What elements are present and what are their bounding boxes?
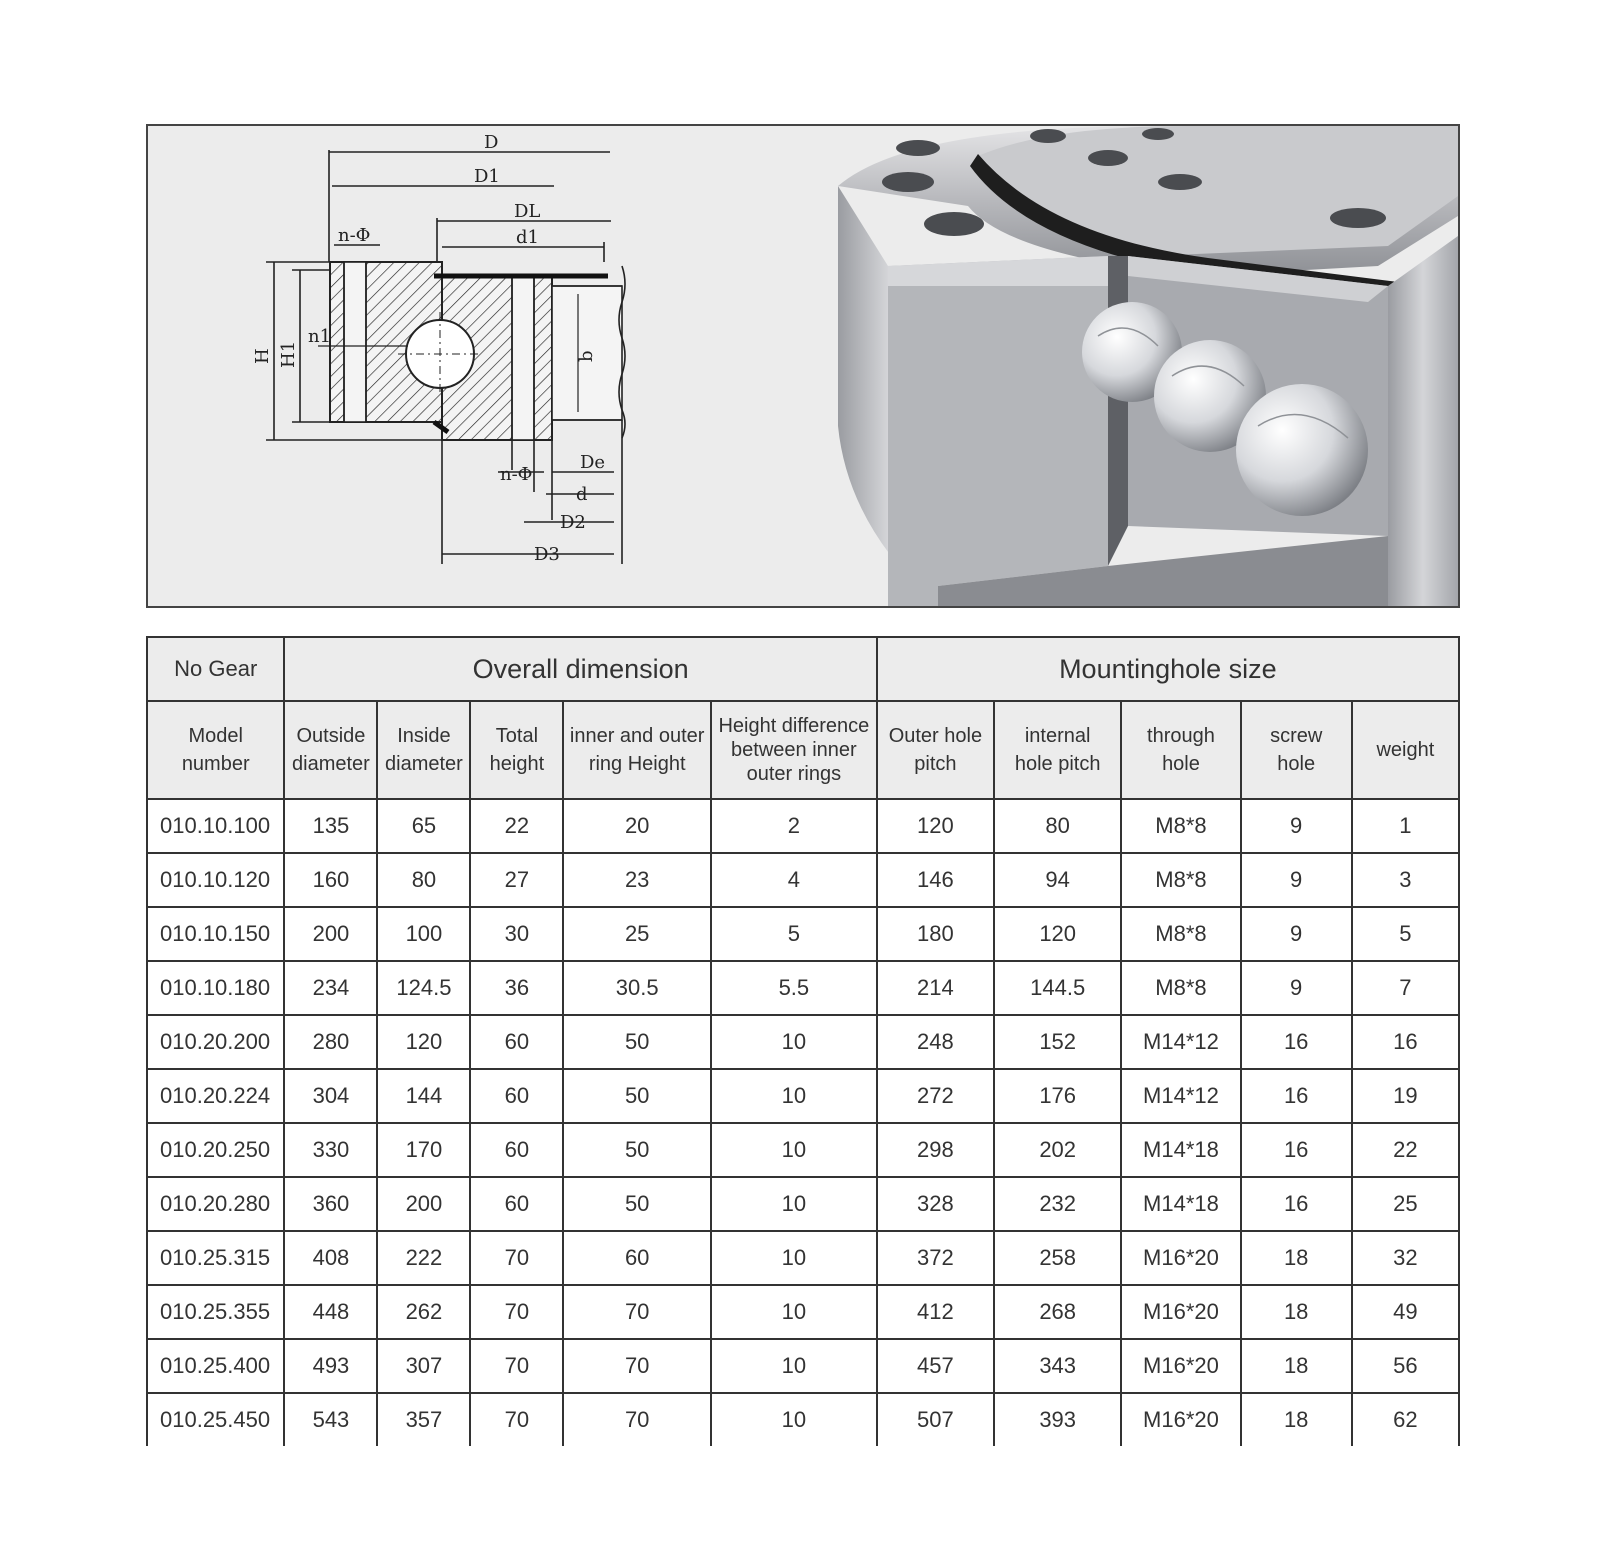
col-outer-hole-pitch [877, 701, 994, 799]
table-cell: 120 [994, 907, 1121, 961]
hdr-line: hole [1277, 753, 1316, 775]
table-cell: 200 [377, 1177, 470, 1231]
hdr-line: between inner [731, 739, 857, 761]
table-cell: 543 [284, 1393, 377, 1446]
table-cell: 307 [377, 1339, 470, 1393]
table-cell: 202 [994, 1123, 1121, 1177]
table-row [147, 1393, 1459, 1446]
table-cell: 330 [284, 1123, 377, 1177]
table-cell: 20 [563, 799, 711, 853]
table-cell: 124.5 [377, 961, 470, 1015]
table-cell: 5 [711, 907, 877, 961]
table-cell: 120 [877, 799, 994, 853]
hdr-line: diameter [385, 753, 463, 775]
table-cell: 10 [711, 1015, 877, 1069]
header-no-gear: No Gear [147, 637, 284, 701]
table-cell: 7 [1352, 961, 1459, 1015]
table-cell: 80 [994, 799, 1121, 853]
table-cell: 393 [994, 1393, 1121, 1446]
label-D: D [484, 132, 499, 153]
hdr-line: hole pitch [1014, 753, 1101, 775]
col-through-hole [1121, 701, 1240, 799]
table-cell: 100 [377, 907, 470, 961]
hdr-line: Height difference [718, 715, 870, 737]
table-row [147, 1123, 1459, 1177]
table-row [147, 1231, 1459, 1285]
table-cell: 19 [1352, 1069, 1459, 1123]
col-weight [1352, 701, 1459, 799]
table-cell: M16*20 [1121, 1285, 1240, 1339]
hdr-line: weight [1376, 739, 1435, 761]
table-cell: 9 [1241, 961, 1352, 1015]
table-cell: 010.20.224 [147, 1069, 284, 1123]
hdr-line: internal [1024, 725, 1091, 747]
hdr-line: through [1147, 725, 1215, 747]
col-outside-diameter [284, 701, 377, 799]
table-cell: M8*8 [1121, 961, 1240, 1015]
table-cell: 30.5 [563, 961, 711, 1015]
table-cell: 232 [994, 1177, 1121, 1231]
table-cell: 50 [563, 1123, 711, 1177]
table-cell: 5.5 [711, 961, 877, 1015]
table-cell: 50 [563, 1015, 711, 1069]
table-cell: 18 [1241, 1285, 1352, 1339]
table-cell: 010.20.250 [147, 1123, 284, 1177]
table-cell: M14*18 [1121, 1123, 1240, 1177]
table-cell: 70 [470, 1393, 563, 1446]
figure-panel [146, 124, 1460, 608]
hdr-line: outer rings [746, 763, 842, 785]
table-cell: 448 [284, 1285, 377, 1339]
table-cell: 70 [563, 1285, 711, 1339]
hdr-line: diameter [292, 753, 370, 775]
table-cell: 248 [877, 1015, 994, 1069]
label-D3: D3 [534, 544, 560, 565]
table-cell: 36 [470, 961, 563, 1015]
table-cell: 50 [563, 1177, 711, 1231]
cross-section-drawing [266, 150, 625, 564]
label-D2: D2 [560, 512, 586, 533]
label-n-phi-bottom: n-Φ [500, 464, 533, 485]
col-inside-diameter [377, 701, 470, 799]
table-cell: 3 [1352, 853, 1459, 907]
label-n-phi-top: n-Φ [338, 225, 371, 246]
table-cell: 170 [377, 1123, 470, 1177]
table-row [147, 853, 1459, 907]
table-cell: 5 [1352, 907, 1459, 961]
header-group-row [147, 637, 1459, 701]
hdr-line: inner and outer [569, 725, 705, 747]
table-cell: 70 [470, 1231, 563, 1285]
hdr-line: height [489, 753, 545, 775]
table-cell: 262 [377, 1285, 470, 1339]
bearing-photo [838, 126, 1458, 606]
table-cell: M16*20 [1121, 1393, 1240, 1446]
table-cell: 360 [284, 1177, 377, 1231]
label-H1: H1 [278, 340, 299, 368]
table-cell: 4 [711, 853, 877, 907]
header-overall-dimension: Overall dimension [284, 637, 876, 701]
label-d1: d1 [516, 227, 539, 248]
hdr-line: hole [1162, 753, 1200, 775]
bearing-figures [148, 126, 1458, 606]
label-d: d [576, 484, 588, 505]
table-cell: 9 [1241, 799, 1352, 853]
table-cell: M14*18 [1121, 1177, 1240, 1231]
table-cell: 70 [470, 1285, 563, 1339]
table-cell: 010.10.100 [147, 799, 284, 853]
table-cell: 010.10.180 [147, 961, 284, 1015]
table-cell: 176 [994, 1069, 1121, 1123]
table-cell: 18 [1241, 1339, 1352, 1393]
table-cell: 25 [1352, 1177, 1459, 1231]
hdr-line: Inside [397, 725, 451, 747]
table-cell: M14*12 [1121, 1015, 1240, 1069]
table-cell: M8*8 [1121, 853, 1240, 907]
table-cell: 180 [877, 907, 994, 961]
table-cell: 30 [470, 907, 563, 961]
table-cell: 10 [711, 1123, 877, 1177]
table-cell: 507 [877, 1393, 994, 1446]
table-cell: 62 [1352, 1393, 1459, 1446]
spec-table [146, 636, 1460, 1446]
table-cell: 493 [284, 1339, 377, 1393]
table-cell: M14*12 [1121, 1069, 1240, 1123]
table-row [147, 1015, 1459, 1069]
table-cell: 144.5 [994, 961, 1121, 1015]
table-cell: 60 [470, 1123, 563, 1177]
col-model-number [147, 701, 284, 799]
table-cell: 343 [994, 1339, 1121, 1393]
hdr-line: screw [1270, 725, 1323, 747]
table-cell: 70 [563, 1393, 711, 1446]
table-cell: 010.10.120 [147, 853, 284, 907]
table-cell: 152 [994, 1015, 1121, 1069]
table-cell: 23 [563, 853, 711, 907]
table-cell: 144 [377, 1069, 470, 1123]
table-cell: 214 [877, 961, 994, 1015]
table-cell: M16*20 [1121, 1339, 1240, 1393]
table-cell: 10 [711, 1393, 877, 1446]
table-cell: 234 [284, 961, 377, 1015]
table-cell: 135 [284, 799, 377, 853]
table-cell: 25 [563, 907, 711, 961]
table-cell: 120 [377, 1015, 470, 1069]
table-cell: 010.20.280 [147, 1177, 284, 1231]
hdr-line: Outside [296, 725, 366, 747]
table-cell: 9 [1241, 907, 1352, 961]
table-cell: 258 [994, 1231, 1121, 1285]
table-cell: 16 [1241, 1177, 1352, 1231]
table-cell: 010.20.200 [147, 1015, 284, 1069]
table-cell: 18 [1241, 1393, 1352, 1446]
label-De: De [580, 452, 606, 473]
table-cell: 16 [1241, 1123, 1352, 1177]
table-cell: 010.25.355 [147, 1285, 284, 1339]
table-cell: 60 [470, 1015, 563, 1069]
label-DL: DL [514, 201, 541, 222]
table-cell: M8*8 [1121, 799, 1240, 853]
table-cell: 010.25.315 [147, 1231, 284, 1285]
col-ring-height [563, 701, 711, 799]
column-header-row [147, 701, 1459, 799]
table-cell: 010.25.450 [147, 1393, 284, 1446]
table-cell: 60 [470, 1177, 563, 1231]
table-cell: 50 [563, 1069, 711, 1123]
table-cell: 2 [711, 799, 877, 853]
label-H: H [252, 348, 273, 364]
hdr-line: Model [188, 725, 243, 747]
col-total-height [470, 701, 563, 799]
table-cell: 60 [563, 1231, 711, 1285]
table-cell: 010.10.150 [147, 907, 284, 961]
table-body [147, 799, 1459, 1446]
table-cell: 10 [711, 1177, 877, 1231]
table-cell: 10 [711, 1339, 877, 1393]
table-cell: 412 [877, 1285, 994, 1339]
table-row [147, 961, 1459, 1015]
table-row [147, 1339, 1459, 1393]
col-screw-hole [1241, 701, 1352, 799]
table-cell: 10 [711, 1231, 877, 1285]
table-cell: 280 [284, 1015, 377, 1069]
table-row [147, 1177, 1459, 1231]
table-cell: 16 [1241, 1015, 1352, 1069]
hdr-line: number [181, 753, 250, 775]
table-cell: 372 [877, 1231, 994, 1285]
table-row [147, 1285, 1459, 1339]
table-cell: 222 [377, 1231, 470, 1285]
table-cell: 160 [284, 853, 377, 907]
table-cell: 408 [284, 1231, 377, 1285]
table-cell: 70 [470, 1339, 563, 1393]
table-cell: M8*8 [1121, 907, 1240, 961]
table-row [147, 799, 1459, 853]
label-n1: n1 [308, 326, 332, 347]
table-cell: 16 [1241, 1069, 1352, 1123]
table-row [147, 907, 1459, 961]
table-cell: 27 [470, 853, 563, 907]
hdr-line: Outer hole [888, 725, 983, 747]
hdr-line: Total [495, 725, 539, 747]
table-cell: 457 [877, 1339, 994, 1393]
label-D1: D1 [474, 166, 500, 187]
table-cell: 60 [470, 1069, 563, 1123]
table-cell: 32 [1352, 1231, 1459, 1285]
table-cell: 304 [284, 1069, 377, 1123]
table-cell: 9 [1241, 853, 1352, 907]
table-cell: 200 [284, 907, 377, 961]
table-cell: 010.25.400 [147, 1339, 284, 1393]
table-cell: 357 [377, 1393, 470, 1446]
hdr-line: ring Height [588, 753, 686, 775]
table-cell: 70 [563, 1339, 711, 1393]
table-cell: 80 [377, 853, 470, 907]
table-cell: 10 [711, 1069, 877, 1123]
table-cell: 56 [1352, 1339, 1459, 1393]
table-cell: 298 [877, 1123, 994, 1177]
table-cell: 18 [1241, 1231, 1352, 1285]
col-height-difference [711, 701, 877, 799]
header-mountinghole-size: Mountinghole size [877, 637, 1459, 701]
table-cell: 94 [994, 853, 1121, 907]
table-cell: 268 [994, 1285, 1121, 1339]
table-cell: 49 [1352, 1285, 1459, 1339]
table-cell: M16*20 [1121, 1231, 1240, 1285]
table-cell: 272 [877, 1069, 994, 1123]
table-cell: 328 [877, 1177, 994, 1231]
table-cell: 10 [711, 1285, 877, 1339]
table-cell: 16 [1352, 1015, 1459, 1069]
hdr-line: pitch [914, 753, 957, 775]
label-b: b [576, 350, 597, 362]
table-cell: 146 [877, 853, 994, 907]
col-internal-hole-pitch [994, 701, 1121, 799]
table-cell: 22 [470, 799, 563, 853]
table-row [147, 1069, 1459, 1123]
table-cell: 1 [1352, 799, 1459, 853]
table-cell: 22 [1352, 1123, 1459, 1177]
table-cell: 65 [377, 799, 470, 853]
